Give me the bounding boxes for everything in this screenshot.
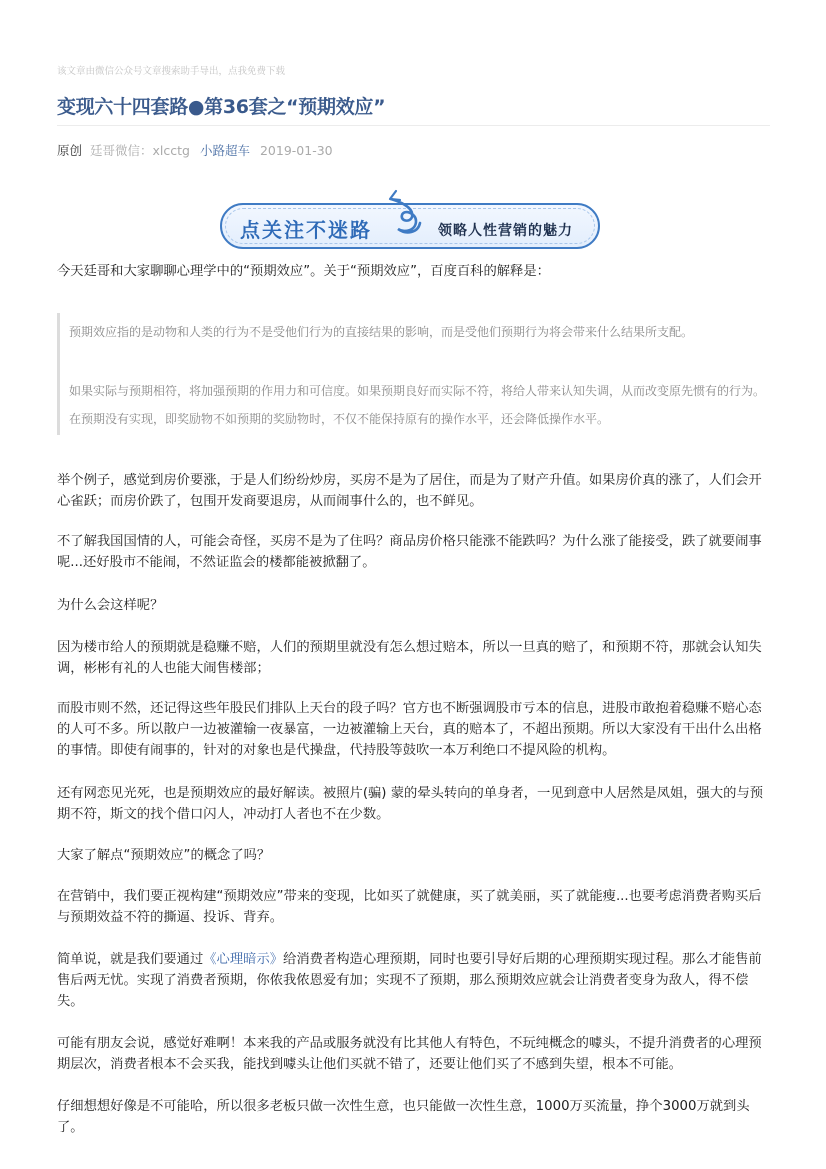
publish-date: 2019-01-30 — [259, 143, 333, 158]
quote-paragraph-2: 如果实际与预期相符，将加强预期的作用力和可信度。如果预期良好而实际不符，将给人带来认知失调，从而改变原先惯有的行为。在预期没有实现，即奖励物不如预期的奖励物时，不仅不能保持原有的操作水平，还会降低操作水平。 — [69, 384, 766, 426]
paragraph-5: 而股市则不然，还记得这些年股民们排队上天台的段子吗？官方也不断强调股市亏本的信息，进股市敢抱着稳赚不赔心态的人可不多。所以散户一边被灌输一夜暴富，一边被灌输上天台，真的赔本了，不超出预期。所以大家没有干出什么出格的事情。即使有闹事的，针对的对象也是代操盘，代持股等鼓吹一本万利绝口不提风险的机构。 — [57, 701, 762, 758]
author-wechat: 廷哥微信：xlcctg — [90, 143, 190, 158]
account-name-link[interactable]: 小路超车 — [199, 143, 250, 158]
article-title: 变现六十四套路●第36套之“预期效应” — [57, 96, 386, 118]
psychological-hint-link[interactable]: 《心理暗示》 — [203, 952, 284, 967]
intro-paragraph: 今天廷哥和大家聊聊心理学中的“预期效应”。关于“预期效应”，百度百科的解释是： — [57, 264, 550, 279]
original-label: 原创 — [57, 143, 83, 158]
paragraph-1: 举个例子，感觉到房价要涨，于是人们纷纷炒房，买房不是为了居住，而是为了财产升值。如果房价真的涨了，人们会开心雀跃；而房价跌了，包围开发商要退房，从而闹事什么的，也不鲜见。 — [57, 473, 762, 509]
quote-paragraph-1: 预期效应指的是动物和人类的行为不是受他们行为的直接结果的影响，而是受他们预期行为将会带来什么结果所支配。 — [69, 325, 694, 339]
follow-banner — [218, 187, 602, 251]
paragraph-9-post: 给消费者构造心理预期，同时也要引导好后期的心理预期实现过程。那么才能售前售后两无忧。实现了消费者预期，你侬我侬恩爱有加；实现不了预期，那么预期效应就会让消费者变身为敌人，得不偿失。 — [57, 952, 762, 1009]
article-meta — [57, 141, 341, 159]
banner-left-text: 点关注不迷路 — [240, 218, 372, 242]
paragraph-7: 大家了解点“预期效应”的概念了吗？ — [57, 848, 271, 863]
title-divider — [57, 125, 770, 126]
paragraph-10: 可能有朋友会说，感觉好难啊！本来我的产品或服务就没有比其他人有特色，不玩纯概念的噱头，不提升消费者的心理预期层次，消费者根本不会买我，能找到噱头让他们买就不错了，还要让他们买了不感到失望，根本不可能。 — [57, 1036, 762, 1072]
source-note-link[interactable]: 该文章由微信公众号文章搜索助手导出，点我免费下载 — [57, 66, 286, 77]
paragraph-2: 不了解我国国情的人，可能会奇怪，买房不是为了住吗？商品房价格只能涨不能跌吗？为什么涨了能接受，跌了就要闹事呢...还好股市不能闹，不然证监会的楼都能被掀翻了。 — [57, 534, 762, 570]
banner-right-text: 领略人性营销的魅力 — [438, 223, 573, 239]
swirl-arrow-icon — [386, 187, 430, 247]
paragraph-8: 在营销中，我们要正视构建“预期效应”带来的变现，比如买了就健康，买了就美丽，买了就能瘦...也要考虑消费者购买后与预期效益不符的撕逼、投诉、背弃。 — [57, 889, 762, 925]
blockquote — [57, 313, 770, 435]
paragraph-6: 还有网恋见光死，也是预期效应的最好解读。被照片(骗) 蒙的晕头转向的单身者，一见到意中人居然是凤姐，强大的与预期不符，斯文的找个借口闪人，冲动打人者也不在少数。 — [57, 786, 764, 822]
paragraph-9-pre: 简单说，就是我们要通过 — [57, 952, 204, 967]
paragraph-4: 因为楼市给人的预期就是稳赚不赔，人们的预期里就没有怎么想过赔本，所以一旦真的赔了，和预期不符，那就会认知失调，彬彬有礼的人也能大闹售楼部； — [57, 640, 762, 676]
paragraph-11: 仔细想想好像是不可能哈，所以很多老板只做一次性生意，也只能做一次性生意，1000万买流量，挣个3000万就到头了。 — [57, 1099, 750, 1135]
paragraph-3: 为什么会这样呢？ — [57, 598, 164, 613]
paragraph-9 — [57, 949, 770, 1012]
